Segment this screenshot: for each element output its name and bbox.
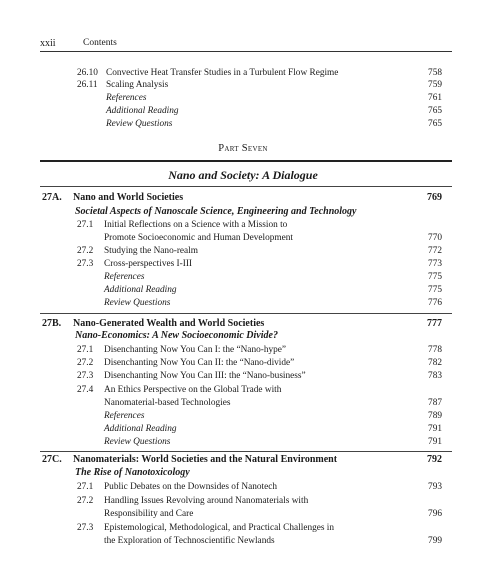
entry-title: References (104, 411, 145, 421)
chapter-page: 769 (427, 192, 442, 203)
entry-title: Review Questions (106, 119, 173, 129)
entry-title: the Exploration of Technoscientific Newlands (104, 536, 275, 546)
entry-number: 26.11 (77, 80, 98, 90)
entry-page: 770 (428, 233, 442, 243)
chapter-label: 27C. (42, 454, 62, 465)
entry-title: Review Questions (104, 437, 171, 447)
chapter-rule (40, 186, 452, 187)
entry-title: Studying the Nano-realm (104, 246, 198, 256)
chapter-title[interactable]: Nanomaterials: World Societies and the Natural Environment (73, 454, 338, 465)
entry-title: Additional Reading (104, 285, 177, 295)
chapter-label: 27A. (42, 192, 62, 203)
entry-page: 796 (428, 509, 442, 519)
entry-title: Initial Reflections on a Science with a Mission to (104, 220, 288, 230)
part-rule (40, 160, 452, 162)
chapter-subtitle: Societal Aspects of Nanoscale Science, Engineering and Technology (75, 206, 357, 217)
entry-page: 759 (428, 80, 442, 90)
entry-page: 773 (428, 259, 442, 269)
entry-page: 791 (428, 424, 442, 434)
header-rule (40, 51, 452, 52)
entry-number: 27.1 (77, 345, 94, 355)
entry-number: 27.2 (77, 246, 94, 256)
entry-number: 27.3 (77, 371, 94, 381)
chapter-subtitle: The Rise of Nanotoxicology (75, 467, 190, 478)
entry-page: 772 (428, 246, 442, 256)
entry-title: Nanomaterial-based Technologies (104, 398, 231, 408)
entry-title: Cross-perspectives I-III (104, 259, 193, 269)
entry-title: References (106, 93, 147, 103)
entry-number: 27.3 (77, 523, 94, 533)
chapter-label: 27B. (42, 318, 62, 329)
entry-title: Epistemological, Methodological, and Practical Challenges in (104, 523, 335, 533)
chapter-rule (40, 451, 452, 452)
entry-page: 793 (428, 482, 442, 492)
entry-page: 783 (428, 371, 442, 381)
chapter-page: 777 (427, 318, 442, 329)
entry-number: 27.2 (77, 496, 94, 506)
part-subtitle: Nano and Society: A Dialogue (168, 168, 318, 182)
entry-number: 27.2 (77, 358, 94, 368)
entry-page: 765 (428, 106, 442, 116)
entry-page: 775 (428, 272, 442, 282)
entry-page: 775 (428, 285, 442, 295)
entry-page: 765 (428, 119, 442, 129)
page-number: xxii (40, 38, 56, 49)
entry-page: 791 (428, 437, 442, 447)
chapter-rule (40, 313, 452, 314)
entry-title: Additional Reading (104, 424, 177, 434)
entry-number: 27.4 (77, 385, 94, 395)
entry-page: 776 (428, 298, 442, 308)
entry-title: Disenchanting Now You Can III: the “Nano-business” (104, 371, 306, 381)
entry-title: Convective Heat Transfer Studies in a Turbulent Flow Regime (106, 68, 339, 78)
chapter-subtitle: Nano-Economics: A New Socioeconomic Divide? (75, 330, 278, 341)
entry-page: 789 (428, 411, 442, 421)
entry-number: 27.1 (77, 220, 94, 230)
entry-title: Scaling Analysis (106, 80, 169, 90)
entry-number: 27.1 (77, 482, 94, 492)
entry-page: 758 (428, 68, 442, 78)
chapter-title[interactable]: Nano-Generated Wealth and World Societies (73, 318, 265, 329)
entry-title: Additional Reading (106, 106, 179, 116)
entry-title: Review Questions (104, 298, 171, 308)
entry-page: 778 (428, 345, 442, 355)
entry-page: 761 (428, 93, 442, 103)
entry-page: 782 (428, 358, 442, 368)
entry-title: Disenchanting Now You Can II: the “Nano-divide” (104, 358, 295, 368)
entry-title: References (104, 272, 145, 282)
chapter-page: 792 (427, 454, 442, 465)
entry-page: 799 (428, 536, 442, 546)
entry-title: Responsibility and Care (104, 509, 194, 519)
running-title: Contents (83, 38, 117, 48)
entry-page: 787 (428, 398, 442, 408)
part-title: Part Seven (218, 143, 268, 154)
entry-number: 27.3 (77, 259, 94, 269)
entry-title: Handling Issues Revolving around Nanomaterials with (104, 496, 309, 506)
entry-number: 26.10 (77, 68, 98, 78)
entry-title: Disenchanting Now You Can I: the “Nano-hype” (104, 345, 287, 355)
entry-title: Public Debates on the Downsides of Nanotech (104, 482, 277, 492)
chapter-title[interactable]: Nano and World Societies (73, 192, 184, 203)
entry-title: An Ethics Perspective on the Global Trade with (104, 385, 282, 395)
entry-title: Promote Socioeconomic and Human Development (104, 233, 293, 243)
